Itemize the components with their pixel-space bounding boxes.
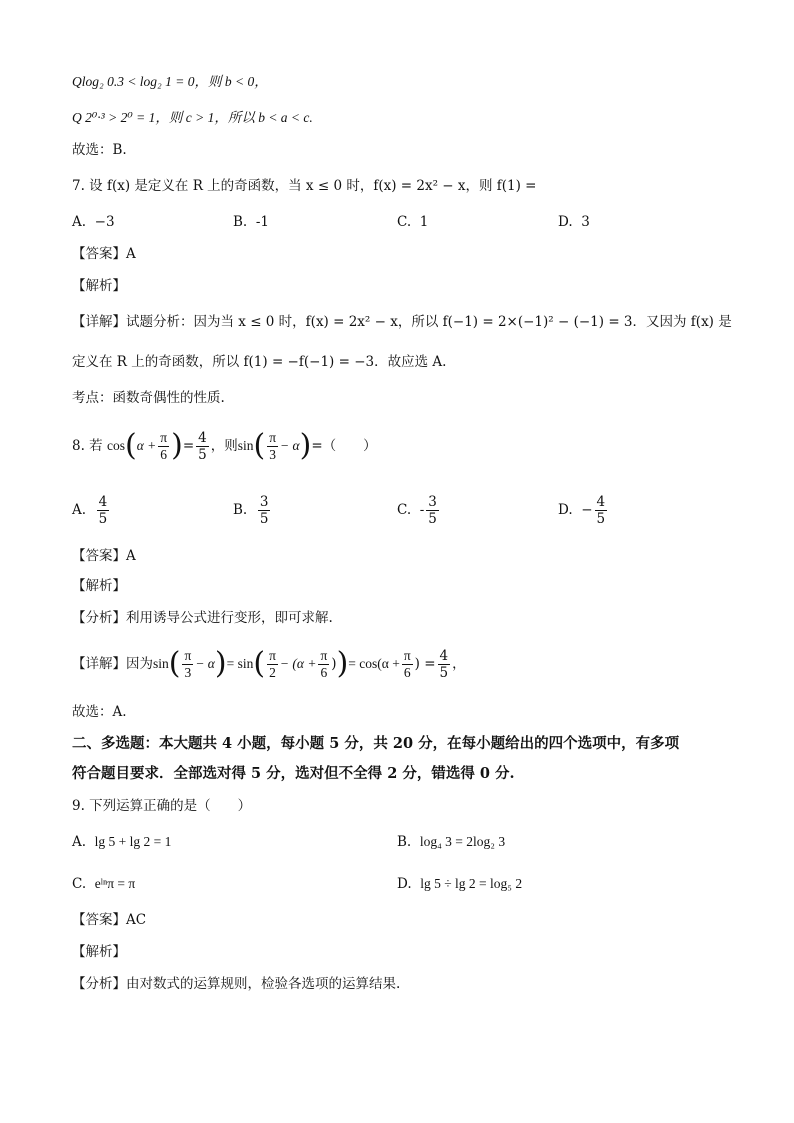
q8-analysis-header: 【解析】 — [72, 578, 126, 594]
solution-line-power: Q 2⁰·³ > 2⁰ = 1，则 c > 1，所以 b < a < c. — [72, 110, 313, 125]
q7-option-c: C. 1 — [397, 214, 429, 230]
q9-option-a: A. lg 5 + lg 2 = 1 — [72, 834, 172, 850]
q9-option-b: B. log₄ 3 = 2log₂ 3 — [397, 834, 506, 850]
q8-detail: 【详解】因为 sin ( $\frac{\pi}{3}$ − α ) = sin ( $\frac{\pi}{2}$ − (α + $\frac{\pi}{6}$ ) ) = cos(α + $\frac{\pi}{6}$ ) = $\frac{4}{5}$ ， — [72, 646, 466, 681]
q7-option-a: A. −3 — [72, 214, 115, 230]
q7-option-d: D. 3 — [558, 214, 590, 230]
q7-answer: 【答案】A — [72, 246, 136, 262]
q8-option-a: A. $\frac{4}{5}$ — [72, 493, 108, 527]
q7-option-b: B. -1 — [233, 214, 269, 230]
q8-option-c: C. - $\frac{3}{5}$ — [397, 493, 437, 527]
q9-fenxi: 【分析】由对数式的运算规则，检验各选项的运算结果. — [72, 976, 401, 992]
q8-choose: 故选：A. — [72, 704, 127, 720]
q7-detail-line2: 定义在 R 上的奇函数，所以 f(1) = −f(−1) = −3．故应选 A. — [72, 354, 447, 370]
q9-analysis-header: 【解析】 — [72, 944, 126, 960]
solution-line-log: Qlog₂ 0.3 < log₂ 1 = 0，则 b < 0， — [72, 74, 268, 89]
q7-detail-line1: 【详解】试题分析：因为当 x ≤ 0 时，f(x) = 2x² − x，所以 f(−1) = 2×(−1)² − (−1) = 3．又因为 f(x) 是 — [72, 314, 732, 330]
q7-stem: 7. 设 f(x) 是定义在 R 上的奇函数，当 x ≤ 0 时，f(x) = 2x² − x，则 f(1) = — [72, 178, 537, 194]
section-2-heading-line1: 二、多选题：本大题共 4 小题，每小题 5 分，共 20 分，在每小题给出的四个选项中，有多项 — [72, 735, 680, 752]
section-2-heading-line2: 符合题目要求．全部选对得 5 分，选对但不全得 2 分，错选得 0 分. — [72, 765, 515, 782]
q8-answer: 【答案】A — [72, 548, 136, 564]
q7-analysis-header: 【解析】 — [72, 278, 126, 294]
q8-fenxi: 【分析】利用诱导公式进行变形，即可求解. — [72, 610, 333, 626]
q8-option-d: D. − $\frac{4}{5}$ — [558, 493, 606, 527]
q9-option-c: C. eˡⁿπ = π — [72, 876, 136, 892]
q8-option-b: B. $\frac{3}{5}$ — [233, 493, 269, 527]
q7-kaodian: 考点：函数奇偶性的性质. — [72, 390, 225, 406]
choose-b: 故选：B. — [72, 142, 127, 158]
q9-stem: 9. 下列运算正确的是（ ） — [72, 798, 252, 814]
q9-answer: 【答案】AC — [72, 912, 147, 928]
q8-stem: 8. 若 cos ( α + $\frac{\pi}{6}$ ) = $\frac{4}{5}$ ，则 sin ( $\frac{\pi}{3}$ − α ) =（ ） — [72, 428, 377, 463]
q9-option-d: D. lg 5 ÷ lg 2 = log₅ 2 — [397, 876, 523, 892]
